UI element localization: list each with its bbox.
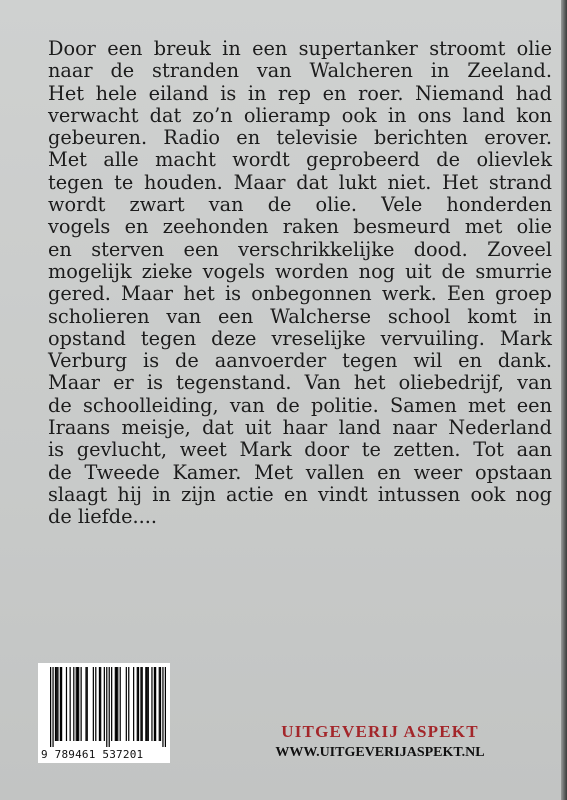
barcode-bar bbox=[60, 667, 61, 741]
blurb-line: gebeuren. Radio en televisie berichten erover. bbox=[48, 126, 552, 150]
barcode-bar bbox=[137, 667, 138, 741]
barcode-bar bbox=[76, 667, 77, 741]
blurb-line: scholieren van een Walcherse school komt in bbox=[48, 304, 552, 328]
blurb-line: naar de stranden van Walcheren in Zeeland. bbox=[48, 59, 552, 83]
barcode-bar bbox=[66, 667, 67, 741]
publisher-website: WWW.UITGEVERIJASPEKT.NL bbox=[275, 745, 485, 760]
barcode-bar bbox=[162, 667, 163, 747]
blurb-line: Door een breuk in een supertanker stroomt olie bbox=[48, 37, 552, 60]
blurb-line: opstand tegen deze vreselijke vervuiling. Mark bbox=[48, 326, 552, 350]
barcode-bar bbox=[57, 667, 58, 741]
barcode-bar bbox=[70, 667, 71, 741]
barcode-bar bbox=[126, 667, 127, 741]
barcode-bars bbox=[38, 663, 170, 749]
barcode-bar bbox=[148, 667, 149, 741]
blurb-line: Verburg is de aanvoerder tegen wil en dank. bbox=[48, 349, 552, 373]
barcode-bar bbox=[145, 667, 146, 741]
barcode-bar bbox=[61, 667, 62, 741]
blurb-line: verwacht dat zo’n olieramp ook in ons land kon bbox=[48, 103, 552, 127]
barcode-bar bbox=[116, 667, 117, 741]
barcode-bar bbox=[55, 667, 56, 741]
blurb-line: tegen te houden. Maar dat lukt niet. Het strand bbox=[48, 170, 552, 194]
barcode-bar bbox=[104, 667, 105, 741]
blurb-line: de Tweede Kamer. Met vallen en weer opstaan bbox=[48, 460, 552, 484]
blurb-line: gered. Maar het is onbegonnen werk. Een groep bbox=[48, 282, 552, 306]
barcode-bar bbox=[120, 667, 121, 741]
barcode-bar bbox=[133, 667, 134, 741]
barcode-bar bbox=[128, 667, 129, 741]
blurb-line: de schoolleiding, van de politie. Samen met een bbox=[48, 393, 552, 417]
barcode-bar bbox=[87, 667, 88, 741]
barcode-bar bbox=[78, 667, 79, 741]
barcode-bar bbox=[73, 667, 74, 741]
blurb-line: mogelijk zieke vogels worden nog uit de smurrie bbox=[48, 259, 552, 283]
blurb-line: Het hele eiland is in rep en roer. Niemand had bbox=[48, 81, 552, 105]
barcode-bar bbox=[93, 667, 94, 741]
blurb-line: Met alle macht wordt geprobeerd de olievlek bbox=[48, 148, 552, 172]
blurb-line: Iraans meisje, dat uit haar land naar Nederland bbox=[48, 416, 552, 440]
barcode-bar bbox=[138, 667, 139, 741]
barcode-bar bbox=[142, 667, 143, 741]
barcode-bar bbox=[85, 667, 86, 741]
blurb-line: Maar er is tegenstand. Van het oliebedrijf, van bbox=[48, 371, 552, 395]
barcode-bar bbox=[115, 667, 116, 741]
spine-edge bbox=[561, 0, 567, 800]
barcode-bar bbox=[146, 667, 147, 741]
barcode-bar bbox=[151, 667, 152, 741]
blurb-line: slaagt hij in zijn actie en vindt intussen ook nog bbox=[48, 482, 552, 506]
blurb-line: vogels en zeehonden raken besmeurd met olie bbox=[48, 215, 552, 239]
blurb-line: wordt zwart van de olie. Vele honderden bbox=[48, 193, 552, 217]
barcode-bar bbox=[117, 667, 118, 741]
barcode-bar bbox=[159, 667, 160, 741]
barcode-bar bbox=[109, 667, 110, 747]
publisher-name: UITGEVERIJ ASPEKT bbox=[281, 722, 479, 741]
barcode-bar bbox=[81, 667, 82, 741]
barcode-bar bbox=[50, 667, 51, 747]
blurb-line: de liefde.... bbox=[48, 505, 158, 529]
barcode-bar bbox=[106, 667, 107, 747]
barcode-bar bbox=[95, 667, 96, 741]
barcode-bar bbox=[165, 667, 166, 747]
barcode-bar bbox=[111, 667, 112, 741]
barcode-bar bbox=[99, 667, 100, 741]
barcode-bar bbox=[140, 667, 141, 741]
barcode-bar bbox=[52, 667, 53, 747]
isbn-barcode bbox=[38, 663, 170, 763]
isbn-number: 9 789461 537201 bbox=[41, 748, 144, 761]
blurb-line: en sterven een verschrikkelijke dood. Zoveel bbox=[48, 237, 552, 261]
barcode-bar bbox=[160, 667, 161, 741]
barcode-bar bbox=[154, 667, 155, 741]
barcode-bar bbox=[77, 667, 78, 741]
blurb-text bbox=[48, 38, 552, 529]
barcode-bar bbox=[56, 667, 57, 741]
barcode-bar bbox=[100, 667, 101, 741]
blurb-line: is gevlucht, weet Mark door te zetten. Tot aan bbox=[48, 438, 552, 462]
barcode-bar bbox=[155, 667, 156, 741]
